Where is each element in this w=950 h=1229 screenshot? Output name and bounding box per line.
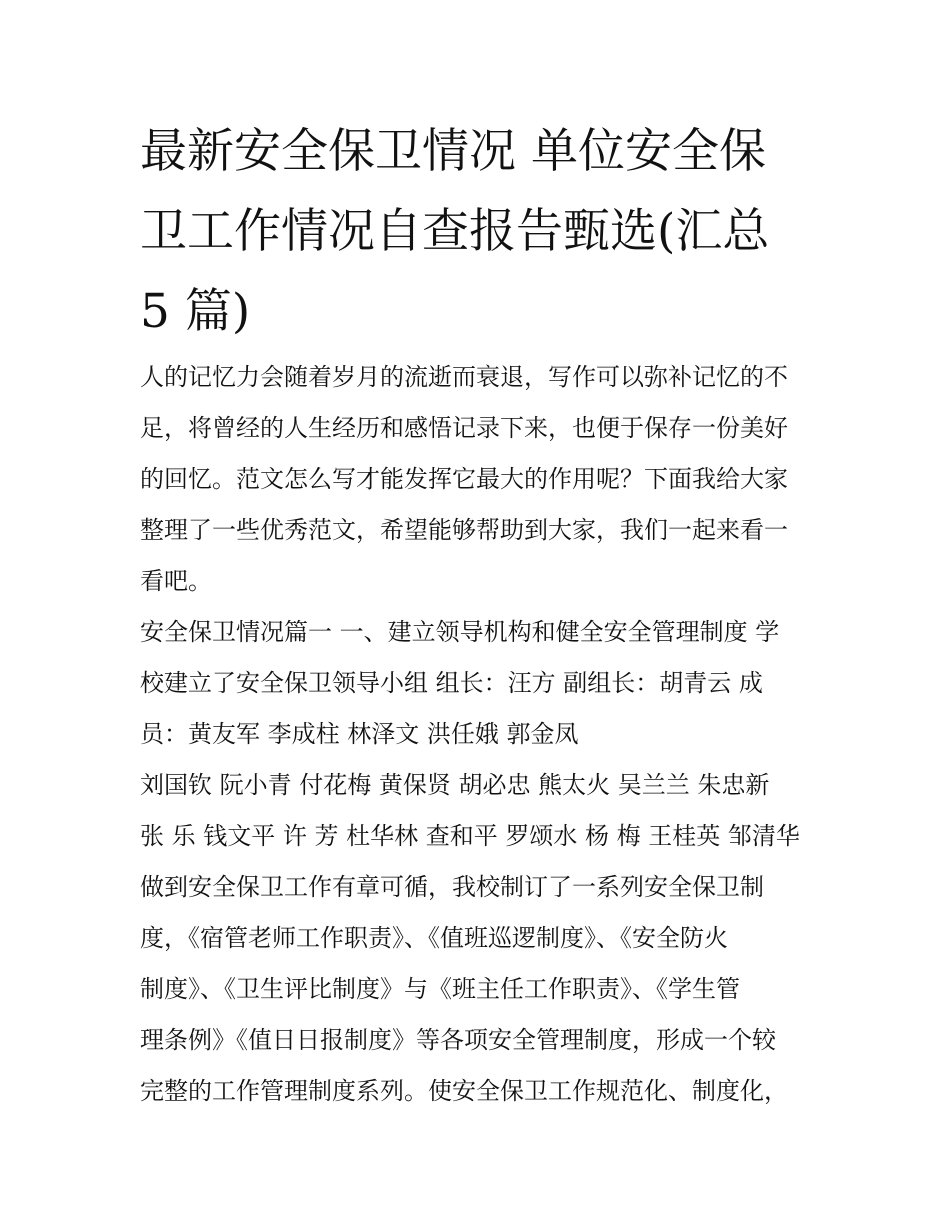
body-line: 安全保卫情况篇一 一、建立领导机构和健全安全管理制度 学 (140, 618, 780, 646)
body-line: 的回忆。范文怎么写才能发挥它最大的作用呢？下面我给大家 (140, 465, 788, 493)
body-line: 看吧。 (140, 567, 212, 595)
body-line: 制度》、《卫生评比制度》与《班主任工作职责》、《学生管 (140, 975, 740, 1003)
body-line: 刘国钦 阮小青 付花梅 黄保贤 胡必忠 熊太火 吴兰兰 朱忠新 (140, 771, 770, 799)
body-line: 张 乐 钱文平 许 芳 杜华林 查和平 罗颂水 杨 梅 王桂英 邹清华 (140, 822, 800, 850)
body-line: 理条例》《值日日报制度》等各项安全管理制度，形成一个较 (140, 1026, 776, 1054)
body-line: 校建立了安全保卫领导小组 组长：汪方 副组长：胡青云 成 (140, 669, 763, 697)
document-title (140, 112, 820, 352)
body-line: 做到安全保卫工作有章可循，我校制订了一系列安全保卫制 (140, 873, 764, 901)
title-line: 卫工作情况自查报告甄选(汇总 (140, 204, 770, 259)
body-line: 整理了一些优秀范文，希望能够帮助到大家，我们一起来看一 (140, 516, 788, 544)
body-line: 足，将曾经的人生经历和感悟记录下来，也便于保存一份美好 (140, 414, 788, 442)
title-line: 最新安全保卫情况 单位安全保 (140, 124, 766, 179)
body-line: 人的记忆力会随着岁月的流逝而衰退，写作可以弥补记忆的不 (140, 363, 788, 391)
body-line: 员：黄友军 李成柱 林泽文 洪任娥 郭金凤 (140, 720, 579, 748)
body-line: 度，《宿管老师工作职责》、《值班巡逻制度》、《安全防火 (140, 924, 728, 952)
document-body (140, 352, 820, 1117)
title-line: 5 篇) (140, 284, 251, 339)
body-line: 完整的工作管理制度系列。使安全保卫工作规范化、制度化， (140, 1077, 788, 1105)
